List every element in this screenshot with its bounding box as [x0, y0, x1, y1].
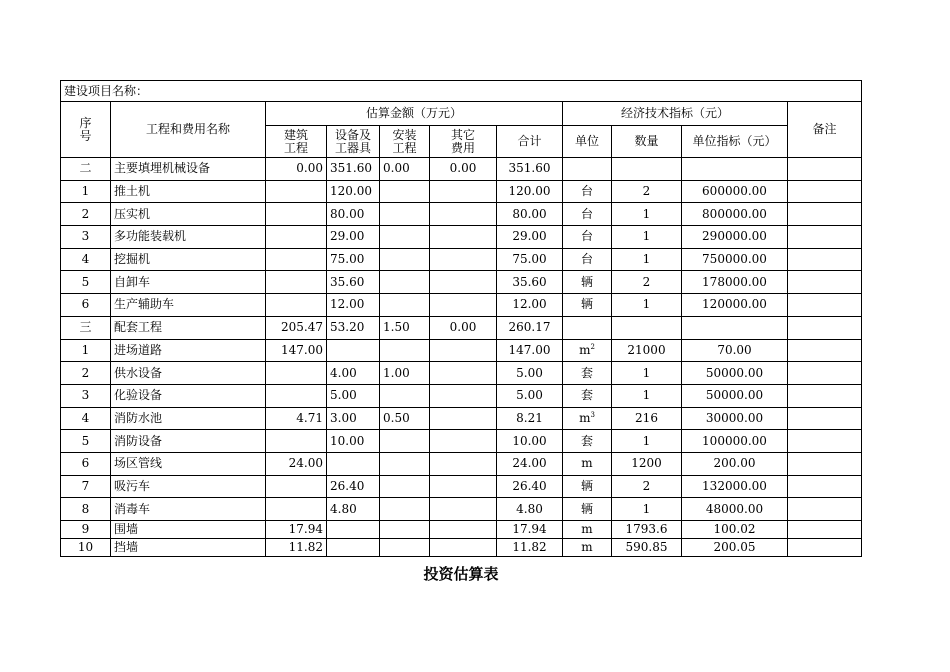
cell-other	[430, 384, 497, 407]
cell-total: 351.60	[497, 158, 563, 181]
cell-total: 17.94	[497, 521, 563, 539]
table-row	[61, 539, 862, 557]
cell-construction	[266, 271, 327, 294]
cell-remark	[788, 475, 862, 498]
cell-seq: 8	[61, 498, 111, 521]
cell-install	[380, 271, 430, 294]
cell-unit-index: 600000.00	[682, 180, 788, 203]
cell-other	[430, 180, 497, 203]
unit-base: m	[579, 410, 591, 425]
cell-qty: 1	[612, 226, 682, 249]
cell-remark	[788, 294, 862, 317]
cell-equipment: 75.00	[327, 248, 380, 271]
cell-unit: 台	[563, 226, 612, 249]
cell-unit	[563, 407, 612, 430]
cell-total: 29.00	[497, 226, 563, 249]
cell-unit-index: 200.05	[682, 539, 788, 557]
cell-other: 0.00	[430, 158, 497, 181]
cell-seq: 4	[61, 248, 111, 271]
cell-total: 260.17	[497, 316, 563, 339]
header-qty: 数量	[612, 126, 682, 158]
cell-construction	[266, 180, 327, 203]
cell-name: 多功能装载机	[111, 226, 266, 249]
cell-equipment: 4.80	[327, 498, 380, 521]
cell-unit: 台	[563, 180, 612, 203]
cell-unit	[563, 339, 612, 362]
cell-name: 配套工程	[111, 316, 266, 339]
cell-equipment: 5.00	[327, 384, 380, 407]
table-row	[61, 452, 862, 475]
cell-remark	[788, 498, 862, 521]
cell-install: 0.00	[380, 158, 430, 181]
cell-qty: 1	[612, 203, 682, 226]
cell-install: 1.50	[380, 316, 430, 339]
cell-unit-index: 132000.00	[682, 475, 788, 498]
cell-install: 1.00	[380, 362, 430, 385]
table-row	[61, 430, 862, 453]
cell-construction	[266, 384, 327, 407]
table-row	[61, 294, 862, 317]
table-row	[61, 271, 862, 294]
cell-other	[430, 226, 497, 249]
cell-install: 0.50	[380, 407, 430, 430]
table-row	[61, 407, 862, 430]
table-row	[61, 158, 862, 181]
cell-other	[430, 362, 497, 385]
cell-remark	[788, 539, 862, 557]
table-row	[61, 475, 862, 498]
cell-total: 8.21	[497, 407, 563, 430]
cell-install	[380, 203, 430, 226]
cell-total: 10.00	[497, 430, 563, 453]
cell-construction: 147.00	[266, 339, 327, 362]
table-row	[61, 521, 862, 539]
unit-base: m	[579, 342, 591, 357]
cell-seq: 6	[61, 452, 111, 475]
cell-remark	[788, 180, 862, 203]
cell-unit-index: 50000.00	[682, 362, 788, 385]
cell-unit	[563, 158, 612, 181]
cell-unit-index	[682, 316, 788, 339]
cell-construction: 24.00	[266, 452, 327, 475]
cell-unit: 辆	[563, 475, 612, 498]
project-name-label: 建设项目名称：	[61, 81, 862, 102]
cell-other	[430, 248, 497, 271]
cell-install	[380, 452, 430, 475]
cell-construction	[266, 362, 327, 385]
cell-unit-index: 50000.00	[682, 384, 788, 407]
cell-name: 压实机	[111, 203, 266, 226]
cell-install	[380, 339, 430, 362]
cell-construction	[266, 226, 327, 249]
cell-unit-index: 48000.00	[682, 498, 788, 521]
cell-total: 24.00	[497, 452, 563, 475]
header-other	[430, 126, 497, 158]
table-caption: 投资估算表	[423, 565, 499, 583]
cell-remark	[788, 226, 862, 249]
cell-unit: 套	[563, 430, 612, 453]
cell-name: 场区管线	[111, 452, 266, 475]
cell-name: 生产辅助车	[111, 294, 266, 317]
cell-total: 35.60	[497, 271, 563, 294]
header-unit-index: 单位指标（元）	[682, 126, 788, 158]
table-row	[61, 180, 862, 203]
cell-seq: 7	[61, 475, 111, 498]
cell-qty: 1793.6	[612, 521, 682, 539]
cell-unit-index: 178000.00	[682, 271, 788, 294]
cell-equipment: 53.20	[327, 316, 380, 339]
cell-install	[380, 384, 430, 407]
cell-unit-index: 800000.00	[682, 203, 788, 226]
header-construction-text: 建筑工程	[283, 127, 308, 155]
cell-seq: 1	[61, 339, 111, 362]
cell-construction: 0.00	[266, 158, 327, 181]
cell-unit: 台	[563, 203, 612, 226]
cell-name: 消防设备	[111, 430, 266, 453]
cell-total: 12.00	[497, 294, 563, 317]
cell-install	[380, 521, 430, 539]
cell-qty: 1	[612, 430, 682, 453]
cell-equipment: 10.00	[327, 430, 380, 453]
table-row	[61, 316, 862, 339]
cell-remark	[788, 521, 862, 539]
cell-unit-index: 200.00	[682, 452, 788, 475]
header-estimate-group: 估算金额（万元）	[266, 102, 563, 126]
header-total: 合计	[497, 126, 563, 158]
header-name: 工程和费用名称	[111, 102, 266, 158]
header-seq-text: 序号	[79, 115, 92, 143]
cell-equipment: 29.00	[327, 226, 380, 249]
cell-seq: 1	[61, 180, 111, 203]
table-row	[61, 248, 862, 271]
cell-install	[380, 498, 430, 521]
cell-name: 推土机	[111, 180, 266, 203]
cell-qty: 1	[612, 384, 682, 407]
unit-exponent: 2	[590, 342, 595, 351]
cell-install	[380, 539, 430, 557]
header-equipment	[327, 126, 380, 158]
header-other-text: 其它费用	[450, 127, 475, 155]
cell-name: 主要填埋机械设备	[111, 158, 266, 181]
cell-remark	[788, 452, 862, 475]
cell-remark	[788, 362, 862, 385]
cell-unit-index	[682, 158, 788, 181]
table-row	[61, 339, 862, 362]
cell-qty: 590.85	[612, 539, 682, 557]
estimate-sheet	[60, 80, 862, 557]
header-seq	[61, 102, 111, 158]
header-equipment-text: 设备及工器具	[334, 127, 371, 155]
table-row	[61, 498, 862, 521]
project-name-row	[61, 81, 862, 102]
table-row	[61, 384, 862, 407]
cell-seq: 9	[61, 521, 111, 539]
cell-name: 吸污车	[111, 475, 266, 498]
investment-estimate-table	[60, 80, 862, 557]
cell-equipment: 35.60	[327, 271, 380, 294]
cell-unit-index: 100.02	[682, 521, 788, 539]
cell-install	[380, 430, 430, 453]
cell-total: 4.80	[497, 498, 563, 521]
header-unit: 单位	[563, 126, 612, 158]
cell-other	[430, 294, 497, 317]
cell-total: 147.00	[497, 339, 563, 362]
cell-qty: 2	[612, 475, 682, 498]
cell-equipment: 351.60	[327, 158, 380, 181]
cell-unit-index: 120000.00	[682, 294, 788, 317]
cell-unit-index: 30000.00	[682, 407, 788, 430]
cell-seq: 2	[61, 203, 111, 226]
cell-name: 化验设备	[111, 384, 266, 407]
cell-other	[430, 521, 497, 539]
header-install-text: 安装工程	[392, 127, 417, 155]
cell-seq: 3	[61, 384, 111, 407]
cell-unit	[563, 316, 612, 339]
cell-other	[430, 475, 497, 498]
cell-name: 挖掘机	[111, 248, 266, 271]
cell-name: 消毒车	[111, 498, 266, 521]
cell-remark	[788, 316, 862, 339]
header-row-1	[61, 102, 862, 126]
cell-name: 自卸车	[111, 271, 266, 294]
cell-name: 挡墙	[111, 539, 266, 557]
cell-qty: 1	[612, 498, 682, 521]
cell-unit: m	[563, 539, 612, 557]
cell-equipment	[327, 452, 380, 475]
cell-other	[430, 452, 497, 475]
cell-total: 5.00	[497, 362, 563, 385]
cell-remark	[788, 384, 862, 407]
header-tech-group: 经济技术指标（元）	[563, 102, 788, 126]
cell-install	[380, 248, 430, 271]
cell-unit-index: 70.00	[682, 339, 788, 362]
cell-unit: 套	[563, 362, 612, 385]
cell-equipment: 26.40	[327, 475, 380, 498]
cell-construction: 11.82	[266, 539, 327, 557]
cell-seq: 二	[61, 158, 111, 181]
cell-equipment	[327, 539, 380, 557]
cell-unit: 辆	[563, 294, 612, 317]
cell-qty: 216	[612, 407, 682, 430]
cell-install	[380, 180, 430, 203]
cell-total: 11.82	[497, 539, 563, 557]
cell-install	[380, 294, 430, 317]
cell-construction: 205.47	[266, 316, 327, 339]
cell-qty: 1	[612, 248, 682, 271]
cell-construction	[266, 430, 327, 453]
cell-qty: 21000	[612, 339, 682, 362]
table-row	[61, 226, 862, 249]
cell-unit-index: 290000.00	[682, 226, 788, 249]
cell-unit-index: 750000.00	[682, 248, 788, 271]
cell-equipment	[327, 521, 380, 539]
cell-seq: 4	[61, 407, 111, 430]
cell-total: 120.00	[497, 180, 563, 203]
cell-install	[380, 475, 430, 498]
cell-qty	[612, 316, 682, 339]
cell-equipment: 4.00	[327, 362, 380, 385]
cell-construction	[266, 203, 327, 226]
cell-construction: 4.71	[266, 407, 327, 430]
cell-other	[430, 339, 497, 362]
cell-name: 消防水池	[111, 407, 266, 430]
cell-name: 围墙	[111, 521, 266, 539]
cell-unit: 辆	[563, 498, 612, 521]
cell-other	[430, 407, 497, 430]
cell-total: 26.40	[497, 475, 563, 498]
cell-seq: 6	[61, 294, 111, 317]
cell-equipment: 120.00	[327, 180, 380, 203]
header-install	[380, 126, 430, 158]
cell-construction: 17.94	[266, 521, 327, 539]
cell-remark	[788, 203, 862, 226]
cell-install	[380, 226, 430, 249]
cell-other	[430, 271, 497, 294]
cell-construction	[266, 248, 327, 271]
cell-construction	[266, 294, 327, 317]
cell-qty: 2	[612, 180, 682, 203]
cell-unit: 辆	[563, 271, 612, 294]
cell-remark	[788, 248, 862, 271]
header-construction	[266, 126, 327, 158]
cell-remark	[788, 407, 862, 430]
cell-qty: 1	[612, 362, 682, 385]
cell-equipment	[327, 339, 380, 362]
cell-unit: 台	[563, 248, 612, 271]
cell-remark	[788, 271, 862, 294]
cell-unit: m	[563, 521, 612, 539]
cell-remark	[788, 158, 862, 181]
table-row	[61, 362, 862, 385]
cell-other	[430, 539, 497, 557]
cell-unit: 套	[563, 384, 612, 407]
cell-seq: 10	[61, 539, 111, 557]
cell-seq: 3	[61, 226, 111, 249]
header-remark: 备注	[788, 102, 862, 158]
table-row	[61, 203, 862, 226]
cell-qty: 1	[612, 294, 682, 317]
cell-seq: 三	[61, 316, 111, 339]
cell-equipment: 3.00	[327, 407, 380, 430]
cell-remark	[788, 339, 862, 362]
cell-construction	[266, 475, 327, 498]
cell-qty: 1200	[612, 452, 682, 475]
cell-other	[430, 498, 497, 521]
cell-name: 进场道路	[111, 339, 266, 362]
cell-seq: 2	[61, 362, 111, 385]
cell-name: 供水设备	[111, 362, 266, 385]
cell-total: 75.00	[497, 248, 563, 271]
cell-unit: m	[563, 452, 612, 475]
unit-exponent: 3	[590, 410, 595, 419]
cell-total: 5.00	[497, 384, 563, 407]
cell-construction	[266, 498, 327, 521]
cell-equipment: 80.00	[327, 203, 380, 226]
cell-seq: 5	[61, 430, 111, 453]
cell-other: 0.00	[430, 316, 497, 339]
cell-other	[430, 430, 497, 453]
cell-equipment: 12.00	[327, 294, 380, 317]
cell-unit-index: 100000.00	[682, 430, 788, 453]
cell-total: 80.00	[497, 203, 563, 226]
cell-qty	[612, 158, 682, 181]
cell-qty: 2	[612, 271, 682, 294]
cell-remark	[788, 430, 862, 453]
cell-seq: 5	[61, 271, 111, 294]
cell-other	[430, 203, 497, 226]
